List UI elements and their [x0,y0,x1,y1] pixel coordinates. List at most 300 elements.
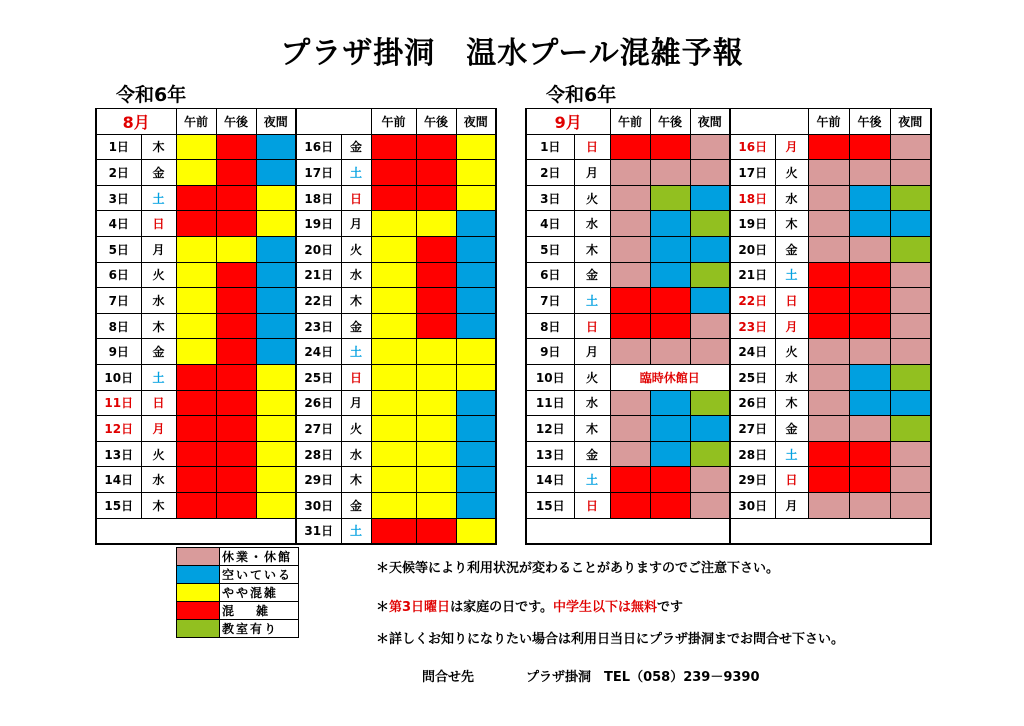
weekday: 木 [574,416,610,442]
header-night: 夜間 [256,109,296,135]
status-cell [456,262,496,288]
weekday: 金 [141,339,176,365]
status-cell [610,313,650,339]
month-label: 9月 [526,109,610,135]
status-cell [256,262,296,288]
weekday: 火 [341,236,371,262]
status-cell [849,390,890,416]
legend-label: 空いている [220,566,299,584]
status-cell [890,185,931,211]
status-cell [456,236,496,262]
weekday: 月 [775,134,808,160]
status-cell [890,288,931,314]
table-row [526,492,931,518]
status-cell [808,160,849,186]
status-cell [416,185,456,211]
weekday: 水 [574,390,610,416]
status-cell [371,518,416,544]
weekday: 日 [775,467,808,493]
status-cell [690,236,730,262]
day-number: 10日 [96,364,141,390]
table-row [96,236,496,262]
weekday: 土 [141,185,176,211]
table-row [526,339,931,365]
day-number: 8日 [96,313,141,339]
status-cell [808,339,849,365]
status-cell [890,364,931,390]
note-family-day-sunday: 第3日曜日 [389,600,451,615]
weekday: 金 [775,416,808,442]
status-cell [176,185,216,211]
day-number: 12日 [526,416,574,442]
weekday: 木 [341,288,371,314]
legend-item [177,620,299,638]
day-number: 27日 [730,416,775,442]
header-pm: 午後 [650,109,690,135]
status-cell [690,339,730,365]
status-cell [808,441,849,467]
day-number: 17日 [730,160,775,186]
status-cell [849,364,890,390]
status-cell [371,416,416,442]
day-number: 22日 [296,288,341,314]
day-number: 11日 [526,390,574,416]
table-row [96,211,496,237]
status-cell [650,313,690,339]
status-cell [416,416,456,442]
status-cell [256,364,296,390]
table-row [96,467,496,493]
status-cell [610,288,650,314]
weekday: 金 [341,313,371,339]
status-cell [456,339,496,365]
status-cell [176,467,216,493]
status-cell [690,441,730,467]
table-row [96,492,496,518]
day-number: 1日 [96,134,141,160]
weekday: 月 [574,160,610,186]
status-cell [256,416,296,442]
weekday: 火 [574,364,610,390]
status-cell [371,211,416,237]
status-cell [849,288,890,314]
status-cell [216,390,256,416]
status-cell [808,492,849,518]
day-number: 4日 [526,211,574,237]
day-number: 15日 [96,492,141,518]
status-cell [456,313,496,339]
status-cell [690,467,730,493]
weekday: 水 [574,211,610,237]
status-cell [650,416,690,442]
day-number: 16日 [730,134,775,160]
status-cell [371,441,416,467]
contact-phone: プラザ掛洞 TEL（058）239－9390 [526,670,760,685]
weekday: 木 [341,467,371,493]
table-row [526,441,931,467]
status-cell [650,288,690,314]
table-row [526,262,931,288]
status-cell [849,160,890,186]
status-cell [808,467,849,493]
weekday: 金 [775,236,808,262]
table-row [526,467,931,493]
table-row [96,185,496,211]
status-cell [650,160,690,186]
weekday: 水 [341,262,371,288]
day-number: 29日 [730,467,775,493]
status-cell [808,262,849,288]
weekday: 日 [574,492,610,518]
status-cell [371,339,416,365]
status-cell [610,236,650,262]
status-cell [610,441,650,467]
weekday: 金 [141,160,176,186]
status-cell [456,518,496,544]
status-cell [890,160,931,186]
status-cell [216,262,256,288]
table-row [526,160,931,186]
day-number: 6日 [96,262,141,288]
table-row [526,185,931,211]
status-cell [849,441,890,467]
status-cell [456,185,496,211]
status-cell [690,492,730,518]
day-number: 23日 [730,313,775,339]
status-cell [890,467,931,493]
day-number: 3日 [96,185,141,211]
august-era: 令和6年 [116,84,187,106]
status-cell [416,160,456,186]
weekday: 金 [341,134,371,160]
weekday: 火 [341,416,371,442]
status-cell [690,390,730,416]
day-number: 19日 [730,211,775,237]
day-number: 23日 [296,313,341,339]
day-number: 9日 [526,339,574,365]
status-cell [256,390,296,416]
status-cell [849,134,890,160]
status-cell [650,467,690,493]
legend-label: 休業・休館 [220,548,299,566]
weekday: 木 [775,390,808,416]
weekday: 金 [574,262,610,288]
note-inquiry: ＊詳しくお知りになりたい場合は利用日当日にプラザ掛洞までお問合せ下さい。 [376,632,845,647]
status-cell [890,134,931,160]
status-cell [416,288,456,314]
status-cell [216,492,256,518]
day-number: 30日 [296,492,341,518]
header-night: 夜間 [456,109,496,135]
contact-info [422,666,760,685]
weekday: 月 [341,211,371,237]
status-cell [808,288,849,314]
status-cell [849,211,890,237]
status-cell [416,364,456,390]
status-cell [256,211,296,237]
weekday: 土 [775,441,808,467]
legend-label: 教室有り [220,620,299,638]
weekday: 日 [341,185,371,211]
weekday: 月 [341,390,371,416]
status-cell [890,492,931,518]
weekday: 水 [341,441,371,467]
status-cell [216,313,256,339]
table-row [526,313,931,339]
day-number: 31日 [296,518,341,544]
status-cell [610,262,650,288]
status-cell [371,313,416,339]
note-weather: ＊天候等により利用状況が変わることがありますのでご注意下さい。 [376,561,780,576]
note-family-day-text: は家庭の日です。 [450,600,554,615]
legend-item [177,602,299,620]
weekday: 火 [574,185,610,211]
header-am: 午前 [808,109,849,135]
weekday: 火 [141,441,176,467]
status-cell [416,313,456,339]
weekday: 木 [141,492,176,518]
header-am: 午前 [610,109,650,135]
status-cell [176,288,216,314]
day-number: 14日 [526,467,574,493]
empty-cell [96,518,296,544]
status-cell [371,390,416,416]
status-cell [256,467,296,493]
table-row [526,236,931,262]
status-cell [256,185,296,211]
weekday: 土 [341,339,371,365]
day-number: 7日 [96,288,141,314]
status-cell [808,134,849,160]
day-number: 17日 [296,160,341,186]
header-night: 夜間 [690,109,730,135]
status-cell [256,288,296,314]
status-cell [610,211,650,237]
table-row [96,364,496,390]
status-cell [216,160,256,186]
status-cell [416,262,456,288]
weekday: 水 [775,364,808,390]
legend-item [177,584,299,602]
status-cell [371,364,416,390]
table-row [526,390,931,416]
status-cell [690,134,730,160]
legend-label: やや混雑 [220,584,299,602]
legend-swatch [177,548,220,566]
weekday: 木 [574,236,610,262]
legend-swatch [177,566,220,584]
day-number: 5日 [526,236,574,262]
table-row [96,288,496,314]
status-cell [849,313,890,339]
status-cell [890,236,931,262]
status-cell [216,467,256,493]
status-cell [216,339,256,365]
status-cell [176,364,216,390]
status-cell [456,288,496,314]
header-am: 午前 [176,109,216,135]
status-cell [650,492,690,518]
weekday: 日 [574,313,610,339]
status-cell [176,313,216,339]
day-number: 18日 [730,185,775,211]
day-number: 12日 [96,416,141,442]
day-number: 2日 [526,160,574,186]
status-cell [808,416,849,442]
status-cell [808,390,849,416]
day-number: 20日 [296,236,341,262]
day-number: 15日 [526,492,574,518]
day-number: 9日 [96,339,141,365]
legend-swatch [177,584,220,602]
weekday: 土 [141,364,176,390]
day-number: 22日 [730,288,775,314]
status-cell [610,134,650,160]
status-cell [808,211,849,237]
weekday: 金 [574,441,610,467]
legend-swatch [177,620,220,638]
day-number: 28日 [730,441,775,467]
weekday: 月 [141,236,176,262]
legend-item [177,548,299,566]
status-cell [176,390,216,416]
day-number: 14日 [96,467,141,493]
status-cell [650,236,690,262]
status-cell [176,339,216,365]
empty-cell [730,518,931,544]
day-number: 21日 [730,262,775,288]
weekday: 火 [775,339,808,365]
status-cell [456,390,496,416]
closed-notice: 臨時休館日 [610,364,730,390]
weekday: 木 [775,211,808,237]
weekday: 火 [775,160,808,186]
day-number: 25日 [730,364,775,390]
table-row [96,518,496,544]
table-row [96,160,496,186]
weekday: 日 [141,390,176,416]
status-cell [456,416,496,442]
status-cell [890,339,931,365]
status-cell [176,134,216,160]
table-row [96,339,496,365]
day-number: 1日 [526,134,574,160]
status-cell [176,236,216,262]
status-cell [650,185,690,211]
header-blank [296,109,371,135]
legend [176,547,299,638]
header-am: 午前 [371,109,416,135]
status-cell [216,134,256,160]
day-number: 19日 [296,211,341,237]
day-number: 3日 [526,185,574,211]
status-cell [849,339,890,365]
status-cell [256,339,296,365]
month-label: 8月 [96,109,176,135]
status-cell [808,313,849,339]
status-cell [890,211,931,237]
status-cell [890,441,931,467]
status-cell [216,236,256,262]
status-cell [416,339,456,365]
table-row [526,364,931,390]
header-pm: 午後 [416,109,456,135]
weekday: 月 [775,313,808,339]
day-number: 18日 [296,185,341,211]
day-number: 24日 [296,339,341,365]
status-cell [650,390,690,416]
status-cell [610,492,650,518]
status-cell [849,467,890,493]
table-row [96,390,496,416]
status-cell [256,313,296,339]
status-cell [371,288,416,314]
status-cell [371,492,416,518]
status-cell [849,492,890,518]
status-cell [610,390,650,416]
status-cell [849,185,890,211]
status-cell [176,416,216,442]
status-cell [456,134,496,160]
note-family-day-prefix: ＊ [376,600,390,615]
status-cell [610,416,650,442]
table-row [96,441,496,467]
status-cell [890,262,931,288]
page-title: プラザ掛洞 温水プール混雑予報 [280,36,744,71]
status-cell [690,262,730,288]
weekday: 土 [341,160,371,186]
status-cell [456,467,496,493]
weekday: 水 [775,185,808,211]
status-cell [650,211,690,237]
status-cell [216,416,256,442]
contact-label: 問合せ先 [422,670,475,685]
weekday: 土 [341,518,371,544]
table-row [96,134,496,160]
day-number: 2日 [96,160,141,186]
status-cell [808,236,849,262]
legend-swatch [177,602,220,620]
day-number: 16日 [296,134,341,160]
table-row [526,134,931,160]
status-cell [456,211,496,237]
note-family-day [376,596,683,615]
header-night: 夜間 [890,109,931,135]
status-cell [650,262,690,288]
status-cell [176,492,216,518]
day-number: 30日 [730,492,775,518]
table-row [526,211,931,237]
status-cell [690,416,730,442]
day-number: 29日 [296,467,341,493]
day-number: 26日 [730,390,775,416]
header-pm: 午後 [849,109,890,135]
weekday: 土 [574,288,610,314]
status-cell [416,441,456,467]
status-cell [371,134,416,160]
day-number: 8日 [526,313,574,339]
day-number: 13日 [96,441,141,467]
status-cell [650,441,690,467]
table-row [96,262,496,288]
status-cell [610,339,650,365]
weekday: 土 [574,467,610,493]
status-cell [371,467,416,493]
day-number: 20日 [730,236,775,262]
header-blank [730,109,808,135]
weekday: 木 [141,313,176,339]
august-calendar [95,108,497,545]
